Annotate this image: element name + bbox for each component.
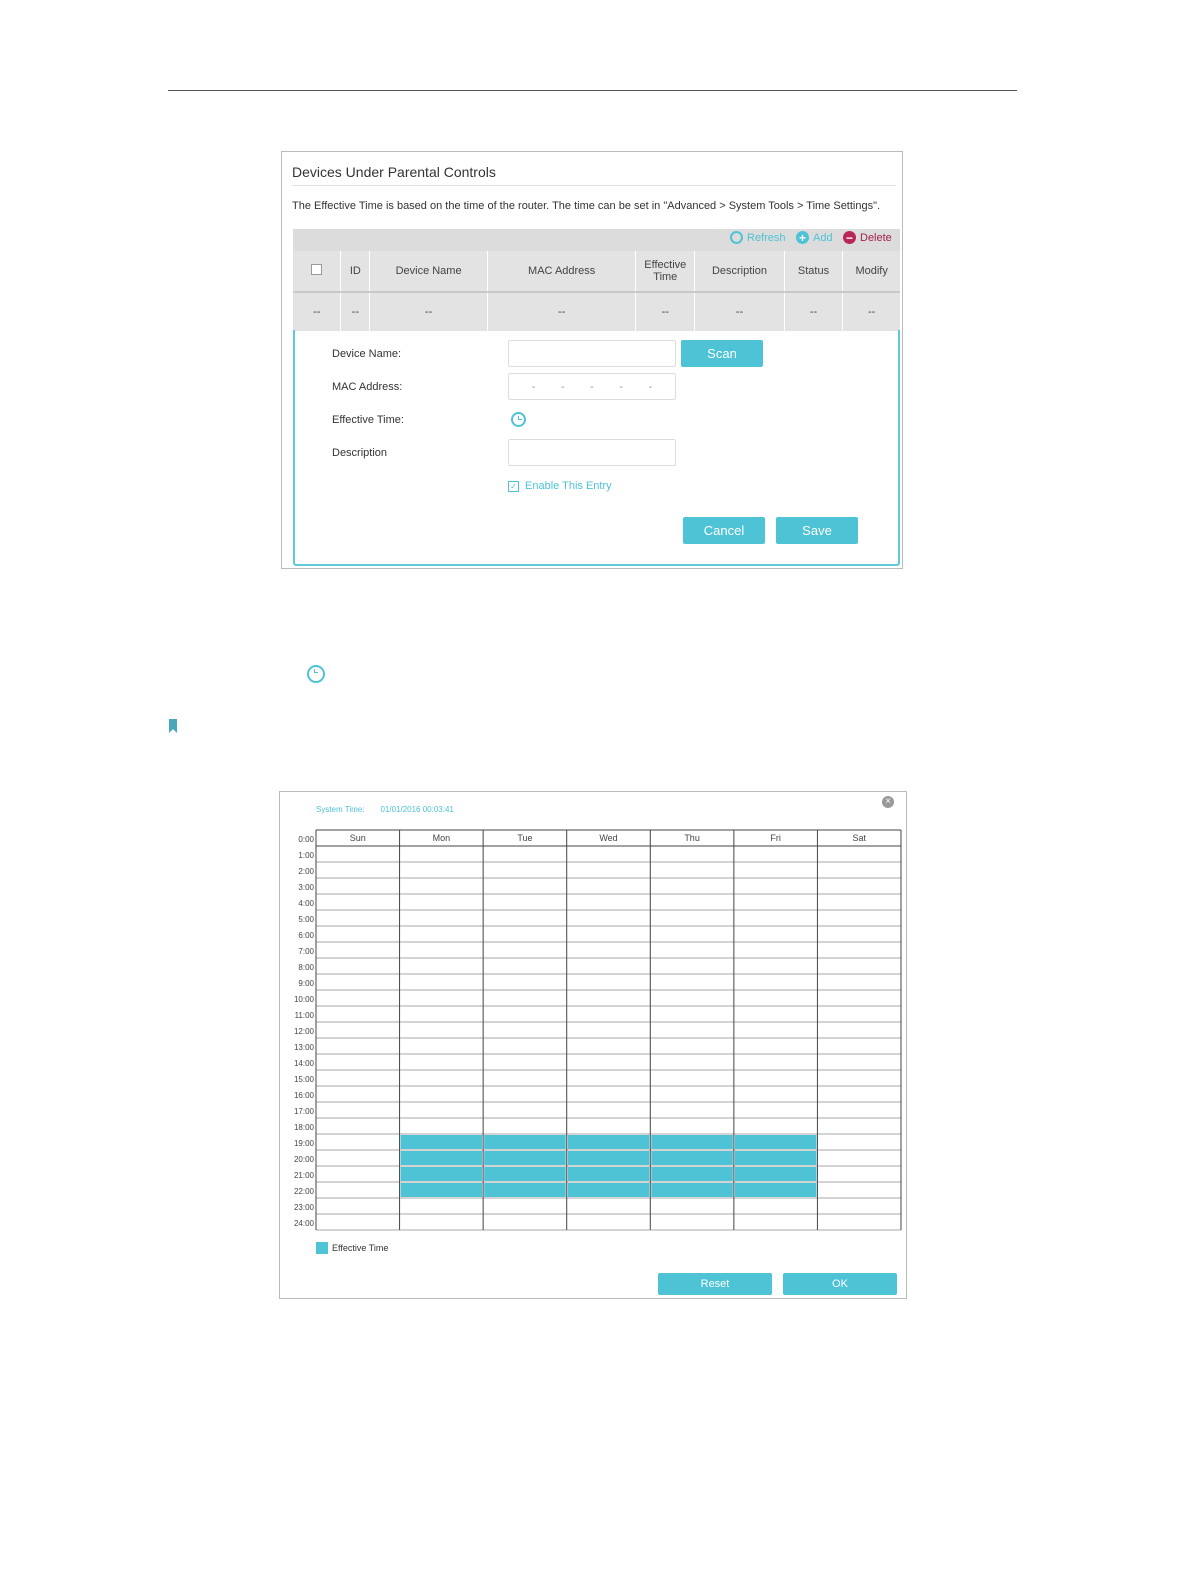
close-icon[interactable]: × <box>882 796 894 808</box>
enable-entry-label: Enable This Entry <box>525 480 612 492</box>
title-divider <box>292 185 896 186</box>
table-cell: -- <box>487 292 635 331</box>
cancel-button[interactable]: Cancel <box>683 517 765 544</box>
effective-slot[interactable] <box>401 1183 483 1197</box>
effective-time-schedule-dialog <box>279 791 907 1299</box>
hour-label: 5:00 <box>298 915 314 924</box>
col-id: ID <box>341 251 370 292</box>
day-header: Sun <box>349 833 366 843</box>
plus-icon: + <box>796 231 809 244</box>
legend-label: Effective Time <box>332 1243 389 1253</box>
reset-button[interactable]: Reset <box>658 1273 772 1295</box>
device-name-label: Device Name: <box>332 348 402 360</box>
hour-label: 22:00 <box>293 1187 314 1196</box>
hour-label: 1:00 <box>298 851 314 860</box>
schedule-legend <box>316 1242 388 1254</box>
col-effective-time <box>636 251 695 292</box>
effective-slot[interactable] <box>735 1167 817 1181</box>
hour-label: 8:00 <box>298 963 314 972</box>
delete-button[interactable] <box>843 231 892 244</box>
schedule-grid[interactable] <box>293 830 901 1230</box>
table-cell: -- <box>636 292 695 331</box>
col-device-name: Device Name <box>370 251 488 292</box>
devices-table <box>293 251 900 331</box>
refresh-icon <box>730 231 743 244</box>
hour-label: 19:00 <box>293 1139 314 1148</box>
effective-slot[interactable] <box>651 1167 733 1181</box>
hour-label: 6:00 <box>298 931 314 940</box>
effective-slot[interactable] <box>735 1135 817 1149</box>
system-time-value: 01/01/2016 00:03:41 <box>380 805 454 814</box>
effective-slot[interactable] <box>735 1183 817 1197</box>
effective-slot[interactable] <box>401 1167 483 1181</box>
hour-label: 2:00 <box>298 867 314 876</box>
clock-icon <box>307 665 325 683</box>
day-header: Thu <box>684 833 700 843</box>
effective-slot[interactable] <box>651 1151 733 1165</box>
hour-label: 14:00 <box>293 1059 314 1068</box>
effective-slot[interactable] <box>484 1183 566 1197</box>
table-cell: -- <box>784 292 843 331</box>
system-time-label: System Time: <box>316 805 365 814</box>
hour-label: 15:00 <box>293 1075 314 1084</box>
hour-label: 17:00 <box>293 1107 314 1116</box>
hour-label: 18:00 <box>293 1123 314 1132</box>
effective-slot[interactable] <box>484 1167 566 1181</box>
add-device-form <box>293 330 900 566</box>
effective-slot[interactable] <box>484 1151 566 1165</box>
mac-separator: - <box>619 380 623 393</box>
ok-button[interactable]: OK <box>783 1273 897 1295</box>
schedule-grid-svg <box>316 830 901 1230</box>
hour-label: 23:00 <box>293 1203 314 1212</box>
hour-label: 9:00 <box>298 979 314 988</box>
hour-label: 0:00 <box>298 835 314 844</box>
hour-label: 16:00 <box>293 1091 314 1100</box>
hour-label: 3:00 <box>298 883 314 892</box>
hour-label: 10:00 <box>293 995 314 1004</box>
description-input[interactable] <box>508 439 676 466</box>
effective-slot[interactable] <box>735 1151 817 1165</box>
col-description: Description <box>695 251 785 292</box>
description-label: Description <box>332 447 388 459</box>
table-cell: -- <box>843 292 900 331</box>
hour-label: 20:00 <box>293 1155 314 1164</box>
mac-separators <box>509 374 675 399</box>
effective-slot[interactable] <box>484 1135 566 1149</box>
hour-label: 12:00 <box>293 1027 314 1036</box>
table-header-row <box>293 251 900 292</box>
col-mac-address: MAC Address <box>487 251 635 292</box>
table-cell: -- <box>370 292 488 331</box>
hour-label: 21:00 <box>293 1171 314 1180</box>
delete-label: Delete <box>860 231 892 244</box>
mac-separator: - <box>590 380 594 393</box>
hour-label: 4:00 <box>298 899 314 908</box>
minus-icon: − <box>843 231 856 244</box>
mac-address-label: MAC Address: <box>332 381 403 393</box>
scan-button[interactable]: Scan <box>681 340 763 367</box>
effective-time-note: The Effective Time is based on the time of the router. The time can be set in "Advanced > System Tools > Time Settings". <box>292 200 881 212</box>
add-button[interactable] <box>796 231 833 244</box>
col-status: Status <box>784 251 843 292</box>
effective-slot[interactable] <box>568 1151 650 1165</box>
table-cell: -- <box>695 292 785 331</box>
mac-address-input[interactable] <box>508 373 676 400</box>
mac-separator: - <box>560 380 565 393</box>
hour-label: 13:00 <box>293 1043 314 1052</box>
day-header: Sat <box>852 833 866 843</box>
day-header: Mon <box>432 833 451 843</box>
day-header: Fri <box>770 833 781 843</box>
enable-entry-toggle[interactable] <box>508 480 612 492</box>
enable-entry-checkbox[interactable]: ✓ <box>508 481 519 492</box>
mac-separator: - <box>648 380 653 393</box>
effective-slot[interactable] <box>401 1135 483 1149</box>
effective-slot[interactable] <box>401 1151 483 1165</box>
effective-slot[interactable] <box>651 1135 733 1149</box>
hour-label: 7:00 <box>298 947 314 956</box>
refresh-button[interactable] <box>730 231 786 244</box>
add-label: Add <box>813 231 833 244</box>
save-button[interactable]: Save <box>776 517 858 544</box>
select-all-cell <box>293 251 341 292</box>
page-top-rule <box>168 90 1017 91</box>
col-effective-time-label: Effective Time <box>644 259 687 283</box>
refresh-label: Refresh <box>747 231 786 244</box>
effective-time-swatch <box>316 1242 328 1254</box>
effective-slot[interactable] <box>651 1183 733 1197</box>
hour-label: 24:00 <box>293 1219 314 1228</box>
table-cell: -- <box>293 292 341 331</box>
hour-label: 11:00 <box>294 1011 314 1020</box>
panel-title: Devices Under Parental Controls <box>292 164 496 180</box>
effective-slot[interactable] <box>568 1167 650 1181</box>
table-cell: -- <box>341 292 370 331</box>
day-header: Tue <box>517 833 533 843</box>
table-row <box>293 292 900 331</box>
select-all-checkbox[interactable] <box>311 264 322 275</box>
devices-under-parental-controls-panel <box>281 151 903 569</box>
effective-time-label: Effective Time: <box>332 414 404 426</box>
mac-separator: - <box>531 380 536 393</box>
effective-slot[interactable] <box>568 1135 650 1149</box>
bookmark-icon <box>169 719 177 733</box>
system-time <box>316 805 470 814</box>
day-header: Wed <box>599 833 618 843</box>
col-modify: Modify <box>843 251 900 292</box>
clock-icon[interactable] <box>511 412 526 427</box>
effective-slot[interactable] <box>568 1183 650 1197</box>
table-toolbar <box>293 229 900 251</box>
device-name-input[interactable] <box>508 340 676 367</box>
